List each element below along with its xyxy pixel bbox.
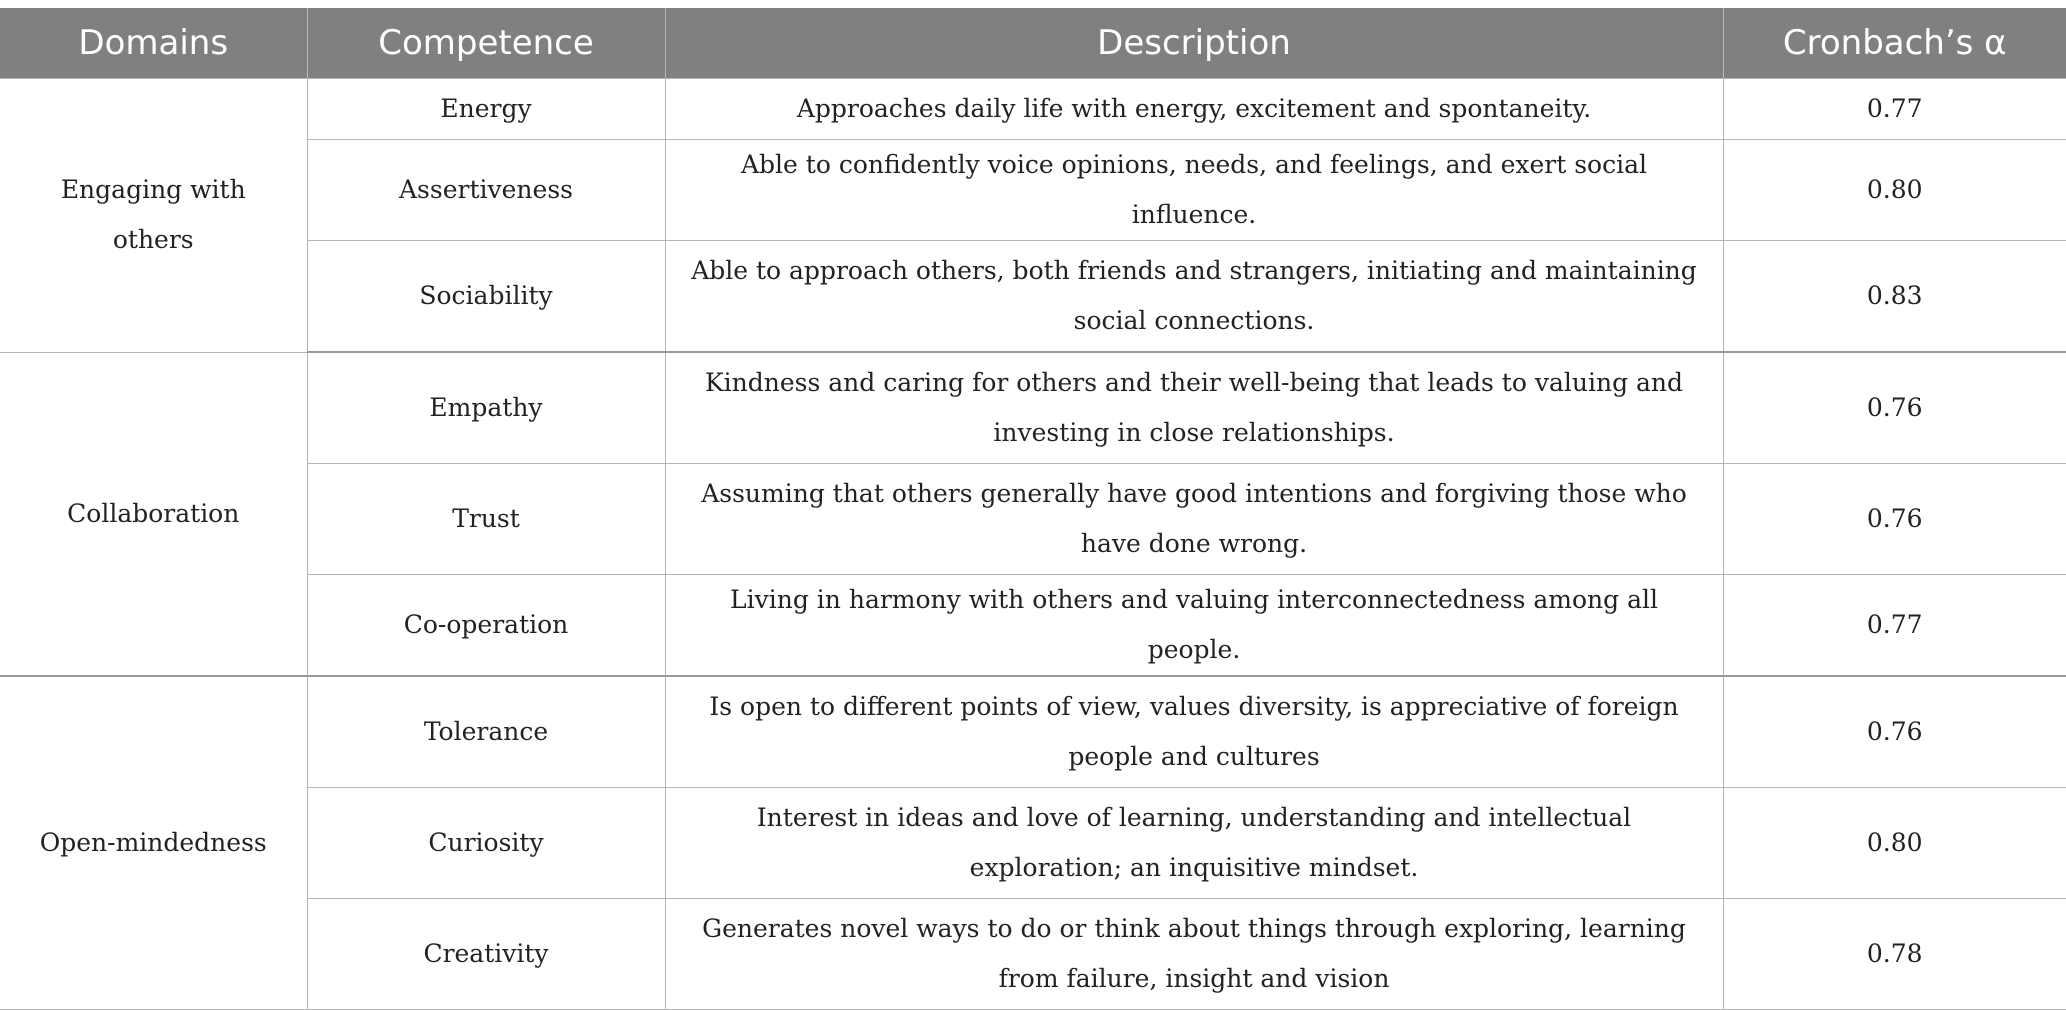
table-row — [0, 676, 2066, 788]
description-cell: Living in harmony with others and valuing interconnectedness among all people. — [665, 575, 1723, 677]
table-header-row — [0, 8, 2066, 79]
table-row — [0, 899, 2066, 1010]
table-row — [0, 140, 2066, 241]
alpha-cell: 0.83 — [1723, 241, 2066, 353]
header-cronbach-alpha: Cronbach’s α — [1723, 8, 2066, 79]
header-domains: Domains — [0, 8, 307, 79]
competence-cell: Assertiveness — [307, 140, 665, 241]
description-cell: Interest in ideas and love of learning, understanding and intellectual exploration; an inquisitive mindset. — [665, 788, 1723, 899]
competence-cell: Tolerance — [307, 676, 665, 788]
domain-cell: Engaging with others — [0, 79, 307, 353]
table-row — [0, 575, 2066, 677]
description-cell: Approaches daily life with energy, excitement and spontaneity. — [665, 79, 1723, 140]
alpha-cell: 0.78 — [1723, 899, 2066, 1010]
alpha-cell: 0.77 — [1723, 79, 2066, 140]
competence-cell: Empathy — [307, 352, 665, 464]
competence-cell: Trust — [307, 464, 665, 575]
table-row — [0, 79, 2066, 140]
alpha-cell: 0.76 — [1723, 352, 2066, 464]
alpha-cell: 0.77 — [1723, 575, 2066, 677]
description-cell: Assuming that others generally have good intentions and forgiving those who have done wrong. — [665, 464, 1723, 575]
alpha-cell: 0.76 — [1723, 464, 2066, 575]
table-row — [0, 352, 2066, 464]
description-cell: Generates novel ways to do or think about things through exploring, learning from failure, insight and vision — [665, 899, 1723, 1010]
competence-table — [0, 8, 2066, 1010]
description-cell: Able to confidently voice opinions, needs, and feelings, and exert social influence. — [665, 140, 1723, 241]
alpha-cell: 0.76 — [1723, 676, 2066, 788]
domain-cell: Open-mindedness — [0, 676, 307, 1010]
description-cell: Able to approach others, both friends and strangers, initiating and maintaining social connections. — [665, 241, 1723, 353]
domain-cell: Collaboration — [0, 352, 307, 676]
competence-cell: Sociability — [307, 241, 665, 353]
table-row — [0, 788, 2066, 899]
header-description: Description — [665, 8, 1723, 79]
table-row — [0, 464, 2066, 575]
description-cell: Kindness and caring for others and their well-being that leads to valuing and investing in close relationships. — [665, 352, 1723, 464]
table-row — [0, 241, 2066, 353]
competence-cell: Energy — [307, 79, 665, 140]
competence-cell: Curiosity — [307, 788, 665, 899]
alpha-cell: 0.80 — [1723, 140, 2066, 241]
header-competence: Competence — [307, 8, 665, 79]
competence-table-container — [0, 8, 2066, 1010]
description-cell: Is open to different points of view, values diversity, is appreciative of foreign people and cultures — [665, 676, 1723, 788]
competence-cell: Co-operation — [307, 575, 665, 677]
competence-cell: Creativity — [307, 899, 665, 1010]
alpha-cell: 0.80 — [1723, 788, 2066, 899]
